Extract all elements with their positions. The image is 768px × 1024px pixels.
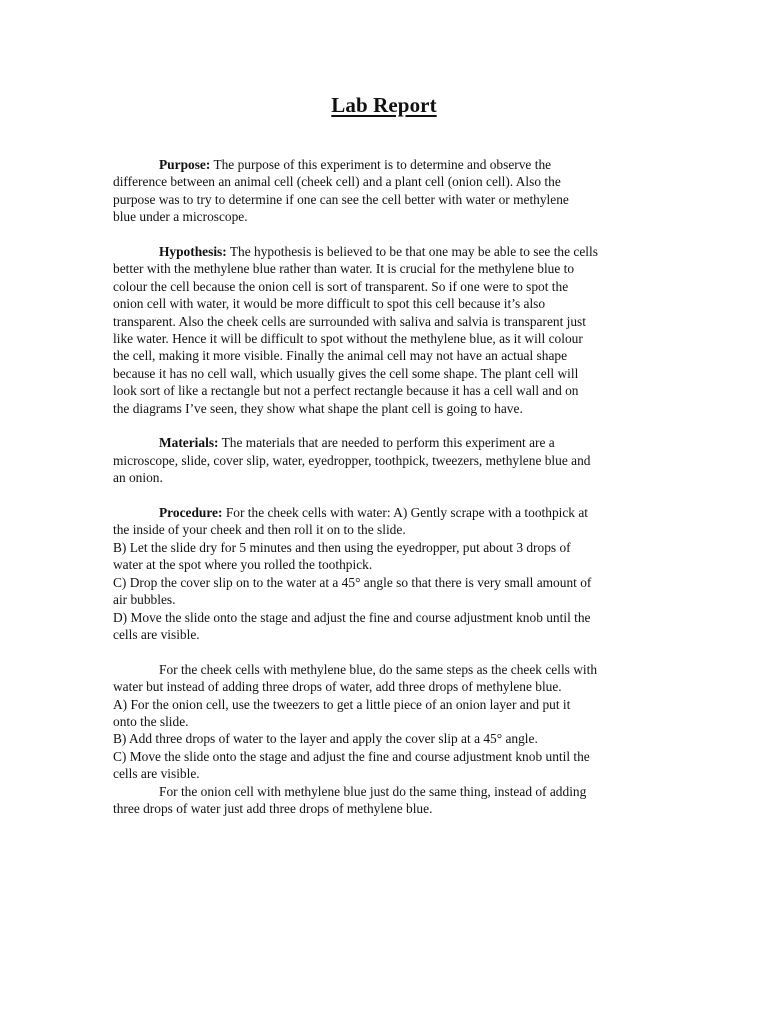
- procedure-text: For the cheek cells with water: A) Gently scrape with a toothpick at the inside of your cheek and then roll it on to the slide. B) Let the slide dry for 5 minutes and then using the eyedropper, put about 3 drops of water at the spot where you rolled the toothpick. C) Drop the cover slip on to the water at a 45° angle so that there is very small amount of air bubbles. D) Move the slide onto the stage and adjust the fine and course adjustment knob until the cells are visible.: [113, 505, 592, 642]
- materials-paragraph: [113, 434, 653, 486]
- hypothesis-text: The hypothesis is believed to be that one may be able to see the cells better with the methylene blue rather than water. It is crucial for the methylene blue to colour the cell because the onion cell is sort of transparent. So if one were to spot the onion cell with water, it would be more difficult to spot this cell because it’s also transparent. Also the cheek cells are surrounded with saliva and salvia is transparent just like water. Hence it will be difficult to spot without the methylene blue, as it will colour the cell, making it more visible. Finally the animal cell may not have an actual shape because it has no cell wall, which usually gives the cell some shape. The plant cell will look sort of like a rectangle but not a perfect rectangle because it has a cell wall and on the diagrams I’ve seen, they show what shape the plant cell is going to have.: [113, 244, 598, 416]
- methylene-onion-paragraph: [113, 783, 653, 818]
- hypothesis-label: Hypothesis:: [159, 244, 227, 260]
- purpose-label: Purpose:: [159, 157, 211, 172]
- document-body: [113, 156, 653, 817]
- purpose-paragraph: [113, 156, 653, 226]
- purpose-text: The purpose of this experiment is to determine and observe the difference between an animal cell (cheek cell) and a plant cell (onion cell). Also the purpose was to try to determine if one can see the cell better with water or methylene blue under a microscope.: [113, 157, 569, 225]
- hypothesis-paragraph: [113, 243, 653, 417]
- methylene-onion-text: For the onion cell with methylene blue just do the same thing, instead of adding three drops of water just add three drops of methylene blue.: [113, 783, 587, 816]
- procedure-paragraph: [113, 504, 653, 643]
- materials-text: The materials that are needed to perform this experiment are a microscope, slide, cover slip, water, eyedropper, toothpick, tweezers, methylene blue and an onion.: [113, 435, 591, 486]
- materials-label: Materials:: [159, 435, 219, 451]
- methylene-cheek-paragraph: [113, 661, 653, 783]
- document-title: Lab Report: [331, 93, 437, 117]
- methylene-cheek-text: For the cheek cells with methylene blue, do the same steps as the cheek cells with water but instead of adding three drops of water, add three drops of methylene blue. A) For the onion cell, use the tweezers to get a little piece of an onion layer and put it onto the slide. B) Add three drops of water to the layer and apply the cover slip at a 45° angle. C) Move the slide onto the stage and adjust the fine and course adjustment knob until the cells are visible.: [113, 661, 598, 782]
- procedure-label: Procedure:: [159, 505, 223, 521]
